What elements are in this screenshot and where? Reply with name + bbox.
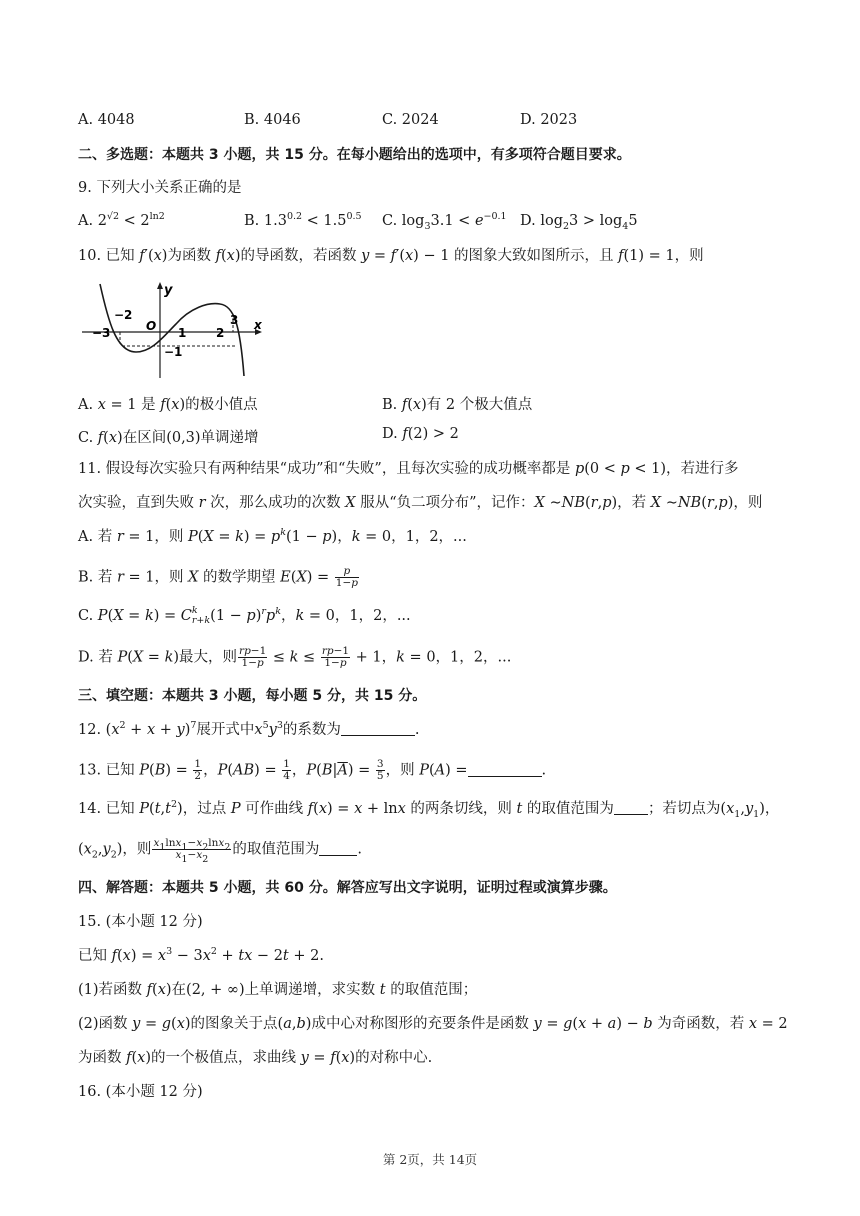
label-x: x (254, 318, 262, 332)
section-3-title: 三、填空题：本题共 3 小题，每小题 5 分，共 15 分。 (78, 688, 427, 704)
label-minus-one: −1 (164, 345, 183, 359)
q15-head: 15. (本小题 12 分) (78, 914, 203, 930)
y-axis-arrow (157, 282, 163, 289)
q15-given: 已知 $f(x) = x^3 - 3x^2$ + tx − 2t + 2. (78, 946, 324, 964)
q15-part1: (1)若函数 f(x)在(2, + ∞)上单调递增，求实数 t 的取值范围； (78, 982, 478, 998)
q9-stem: 9. 下列大小关系正确的是 (78, 180, 242, 196)
q8-option-b: B. 4046 (244, 112, 301, 128)
label-one: 1 (178, 326, 187, 340)
q11-option-a: A. 若 r = 1，则 $P(X = k) = p^k(1 - p)$，k = 0，1，2，... (78, 527, 467, 545)
q14-answer-blank-1[interactable] (614, 800, 648, 815)
q12-answer-blank[interactable] (341, 721, 415, 736)
q8-option-d: D. 2023 (520, 112, 578, 128)
q10-option-c: C. f(x)在区间(0,3)单调递增 (78, 430, 259, 446)
q15-part2-line1: (2)函数 y = g(x)的图象关于点(a,b)成中心对称图形的充要条件是函数 y = g(x + a) − b 为奇函数，若 x = 2 (78, 1016, 788, 1032)
q13: 13. 已知 P(B) = $\frac{1}{2}$ ，P(AB) = $\frac{1}{4}$ ，$P(B|\overline{A})$ = $\frac{3}{5}$ ，则 P(A) = . (78, 758, 547, 782)
section-4-title: 四、解答题：本题共 5 小题，共 60 分。解答应写出文字说明，证明过程或演算步骤。 (78, 880, 617, 896)
q8-option-c: C. 2024 (382, 112, 439, 128)
q14-line1: 14. 已知 $P(t,t^2)$，过点 P 可作曲线 f(x) = x + lnx 的两条切线，则 t 的取值范围为 ；若切点为$(x_1,y_1)$， (78, 799, 780, 820)
q15-part2-line2: 为函数 f(x)的一个极值点，求曲线 y = f(x)的对称中心. (78, 1050, 433, 1066)
q9-option-b: B. $1.3^{0.2} < 1.5^{0.5}$ (244, 211, 362, 229)
q10-graph (78, 280, 268, 380)
q11-stem-line2: 次实验，直到失败 r 次，那么成功的次数 X 服从“负二项分布”，记作：X ∼NB(r,p)，若 X ∼NB(r,p)，则 (78, 495, 763, 511)
q10-option-a: A. x = 1 是 f(x)的极小值点 (78, 397, 258, 413)
q11-option-c: C. P(X = k) = C k r+k $(1 - p)^rp^k$，k = 0，1，2，... (78, 605, 411, 626)
q10-stem: 10. 已知 f′(x)为函数 f(x)的导函数，若函数 y = f′(x) − 1 的图象大致如图所示，且 f(1) = 1，则 (78, 248, 704, 264)
q10-option-b: B. f(x)有 2 个极大值点 (382, 397, 533, 413)
label-minus-three: −3 (92, 326, 111, 340)
q9-option-a: A. $2^{√2} < 2^{ln2}$ (78, 211, 165, 229)
q10-option-d: D. f(2) > 2 (382, 426, 459, 442)
q11-option-b: B. 若 r = 1，则 X 的数学期望 E(X) = $\frac{p}{1-p}$ (78, 565, 359, 589)
q11-option-d: D. 若 P(X = k)最大，则 $\frac{rp-1}{1-p}$ ≤ k ≤ $\frac{rp-1}{1-p}$ + 1，k = 0，1，2，... (78, 645, 512, 669)
q12: 12. $(x^2 + x + y)^7$展开式中$x^5y^3$的系数为 . (78, 720, 420, 738)
q8-option-a: A. 4048 (78, 112, 135, 128)
q9-option-d: D. $\log_23 > \log_45$ (520, 213, 638, 232)
section-2-title: 二、多选题：本题共 3 小题，共 15 分。在每小题给出的选项中，有多项符合题目要求。 (78, 147, 631, 163)
label-two: 2 (216, 326, 225, 340)
page-footer: 第 2页，共 14页 (382, 1152, 478, 1167)
q11-stem-line1: 11. 假设每次实验只有两种结果“成功”和“失败”，且每次实验的成功概率都是 p(0 < p < 1)，若进行多 (78, 461, 739, 477)
label-y: y (164, 283, 173, 298)
q9-option-c: C. $\log_33.1 < e^{-0.1}$ (382, 211, 507, 232)
q13-answer-blank[interactable] (468, 762, 542, 777)
q16-head: 16. (本小题 12 分) (78, 1084, 203, 1100)
label-origin: O (146, 319, 157, 333)
q14-line2: $(x_2,y_2)$，则 $\frac{x_1\ln x_1-x_2\ln x_2}{x_1-x_2}$ 的取值范围为 . (78, 837, 362, 865)
q14-answer-blank-2[interactable] (319, 841, 357, 856)
label-minus-two: −2 (114, 308, 133, 322)
label-three: 3 (230, 313, 239, 327)
